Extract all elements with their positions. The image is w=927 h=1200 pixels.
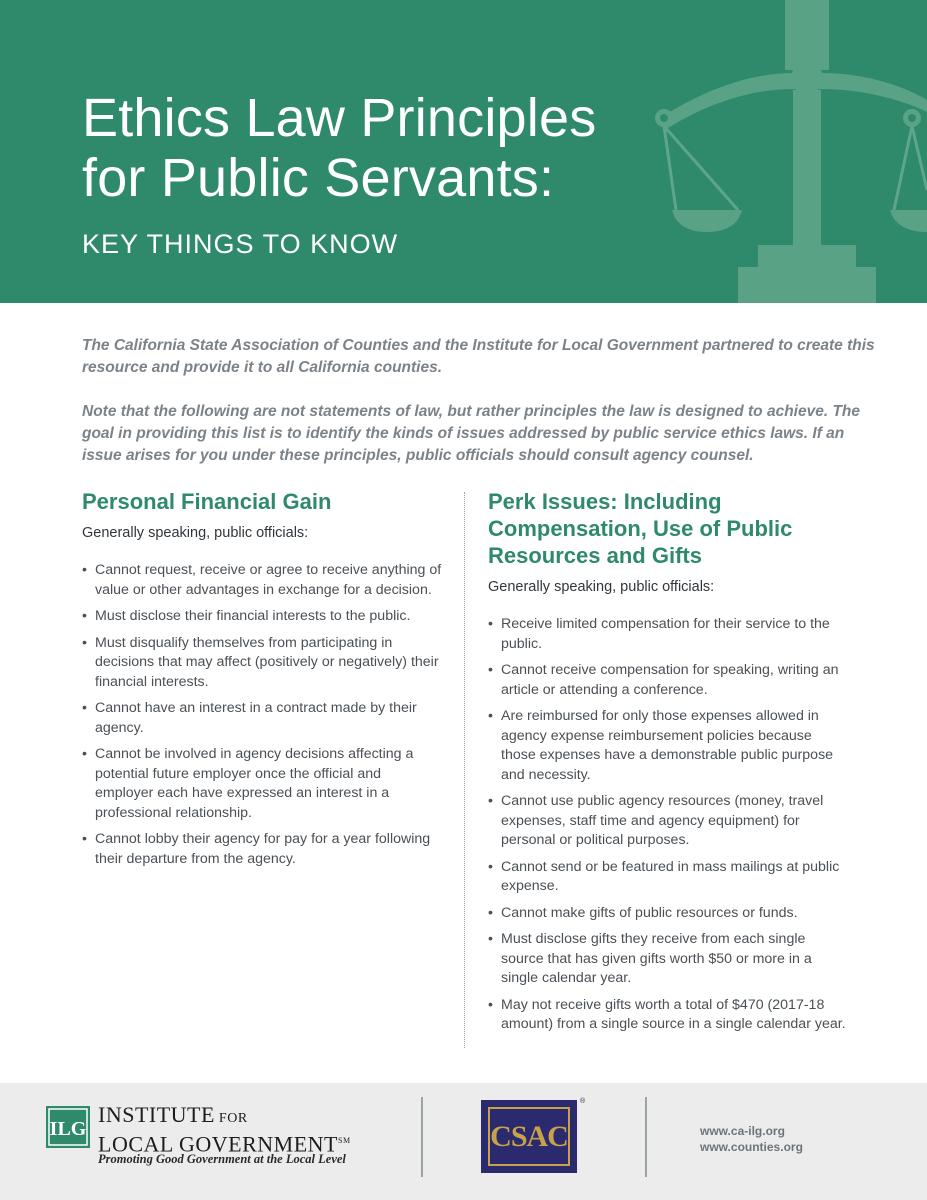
ilg-name-for: FOR	[214, 1111, 248, 1126]
ilg-logo-icon	[46, 1106, 90, 1148]
list-item: • Must disclose their financial interests to the public.	[82, 607, 442, 627]
footer-divider-1	[421, 1097, 423, 1177]
intro-paragraph-1: The California State Association of Counties and the Institute for Local Government partnered to create this resource and provide it to all California counties.	[82, 337, 875, 376]
intro-paragraph-2: Note that the following are not statements of law, but rather principles the law is designed to achieve. The goal in providing this list is to identify the kinds of issues addressed by public service ethics laws. If an issue arises for you under these principles, public officials should consult agency counsel.	[82, 403, 860, 464]
personal-financial-gain-section	[82, 488, 442, 876]
list-item: • Receive limited compensation for their service to the public.	[488, 615, 848, 654]
ilg-website-link[interactable]: www.ca-ilg.org	[700, 1124, 785, 1138]
list-item: • Cannot use public agency resources (money, travel expenses, staff time and agency equipment) for personal or political purposes.	[488, 792, 848, 851]
section-heading: Perk Issues: Including Compensation, Use of Public Resources and Gifts	[488, 489, 793, 568]
section-heading: Personal Financial Gain	[82, 489, 332, 514]
page-title	[82, 88, 596, 208]
list-item: • Cannot be involved in agency decisions affecting a potential future employer once the official and employer each have expressed an interest in a professional relationship.	[82, 745, 442, 823]
csac-logo	[481, 1100, 577, 1173]
ilg-wordmark	[98, 1104, 351, 1155]
list-item: • Cannot receive compensation for speaking, writing an article or attending a conference.	[488, 661, 848, 700]
list-item: • Cannot lobby their agency for pay for a year following their departure from the agency.	[82, 830, 442, 869]
list-item: • May not receive gifts worth a total of $470 (2017-18 amount) from a single source in a single calendar year.	[488, 996, 848, 1035]
list-item: • Are reimbursed for only those expenses allowed in agency expense reimbursement policies because those expenses have a demonstrable public purpose and necessity.	[488, 707, 848, 785]
bullet-list	[488, 615, 848, 1035]
section-lead: Generally speaking, public officials:	[82, 525, 309, 541]
list-item: • Must disqualify themselves from participating in decisions that may affect (positively or negatively) their financial interests.	[82, 634, 442, 693]
perk-issues-section	[488, 488, 848, 1042]
footer-divider-2	[645, 1097, 647, 1177]
section-lead: Generally speaking, public officials:	[488, 579, 715, 595]
list-item: • Cannot have an interest in a contract made by their agency.	[82, 699, 442, 738]
list-item: • Cannot make gifts of public resources or funds.	[488, 904, 848, 924]
ilg-mark: ILG	[49, 1118, 87, 1140]
bullet-list	[82, 561, 442, 869]
header-band	[0, 0, 927, 303]
counties-website-link[interactable]: www.counties.org	[700, 1140, 803, 1154]
registered-mark: ®	[580, 1098, 586, 1105]
page-subtitle: KEY THINGS TO KNOW	[82, 229, 399, 259]
ilg-name-institute: INSTITUTE	[98, 1102, 215, 1127]
ilg-tagline: Promoting Good Government at the Local Level	[98, 1152, 346, 1166]
title-line-1: Ethics Law Principles	[82, 88, 597, 148]
list-item: • Cannot send or be featured in mass mailings at public expense.	[488, 858, 848, 897]
list-item: • Must disclose gifts they receive from each single source that has given gifts worth $50 or more in a single calendar year.	[488, 930, 848, 989]
column-divider	[464, 492, 465, 1048]
title-line-2: for Public Servants:	[82, 148, 555, 208]
csac-mark: CSAC	[490, 1119, 568, 1153]
scales-of-justice-icon	[640, 0, 927, 303]
list-item: • Cannot request, receive or agree to receive anything of value or other advantages in exchange for a decision.	[82, 561, 442, 600]
ilg-name-local-government: LOCAL GOVERNMENT	[98, 1131, 338, 1157]
ilg-service-mark: SM	[338, 1136, 351, 1145]
